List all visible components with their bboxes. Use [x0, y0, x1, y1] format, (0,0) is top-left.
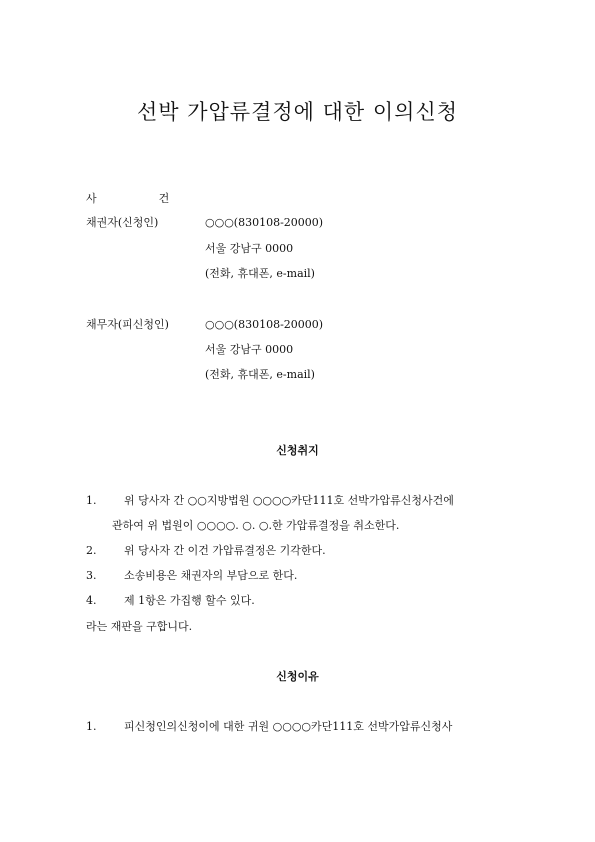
- debtor-address: 서울 강남구 0000: [205, 343, 294, 356]
- purpose-item-2-number: 2.: [86, 544, 97, 557]
- purpose-closing: 라는 재판을 구합니다.: [86, 620, 193, 633]
- creditor-name: ○○○(830108-20000): [205, 216, 324, 229]
- creditor-address: 서울 강남구 0000: [205, 242, 294, 255]
- debtor-label: 채무자(피신청인): [86, 318, 169, 331]
- case-label: [86, 192, 169, 206]
- purpose-item-4-text: 제 1항은 가집행 할수 있다.: [124, 594, 255, 607]
- reasons-item-1-text: 피신청인의신청이에 대한 귀원 ○○○○카단111호 선박가압류신청사: [124, 720, 453, 733]
- debtor-contact: (전화, 휴대폰, e-mail): [205, 368, 315, 381]
- creditor-label: 채권자(신청인): [86, 216, 159, 229]
- purpose-item-1-text: 위 당사자 간 ○○지방법원 ○○○○카단111호 선박가압류신청사건에: [124, 494, 454, 507]
- purpose-item-1-number: 1.: [86, 494, 97, 507]
- purpose-heading: 신청취지: [276, 444, 319, 457]
- document-title: 선박 가압류결정에 대한 이의신청: [136, 100, 459, 124]
- reasons-heading: 신청이유: [276, 670, 319, 683]
- creditor-contact: (전화, 휴대폰, e-mail): [205, 267, 315, 280]
- case-label-left: 사: [86, 192, 97, 205]
- debtor-name: ○○○(830108-20000): [205, 318, 324, 331]
- reasons-item-1-number: 1.: [86, 720, 97, 733]
- case-label-right: 건: [158, 192, 170, 205]
- purpose-item-2-text: 위 당사자 간 이건 가압류결정은 기각한다.: [124, 544, 326, 557]
- purpose-item-1-continuation: 관하여 위 법원이 ○○○○. ○. ○.한 가압류결정을 취소한다.: [112, 519, 400, 532]
- purpose-item-3-text: 소송비용은 채권자의 부담으로 한다.: [124, 569, 298, 582]
- purpose-item-4-number: 4.: [86, 594, 97, 607]
- purpose-item-3-number: 3.: [86, 569, 97, 582]
